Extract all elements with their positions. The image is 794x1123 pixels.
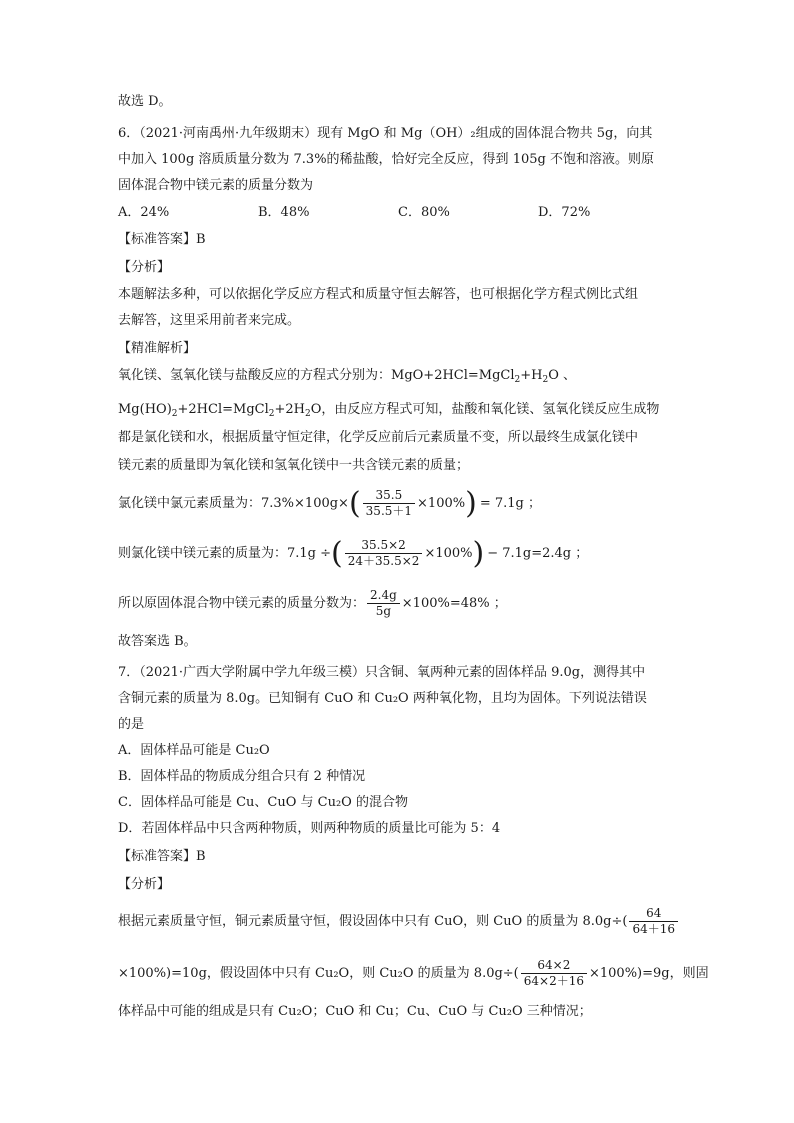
calc-result: − 7.1g=2.4g ； bbox=[487, 545, 589, 561]
fraction bbox=[363, 488, 415, 519]
right-paren: ) bbox=[465, 485, 477, 521]
analysis-text: ×100%)=10g，假设固体中只有 Cu₂O，则 Cu₂O 的质量为 8.0g÷( bbox=[118, 965, 519, 981]
solution-text: 镁元素的质量即为氧化镁和氢氧化镁中一共含镁元素的质量； bbox=[118, 458, 470, 473]
calc-line-3 bbox=[118, 588, 507, 619]
analysis-text: 根据元素质量守恒，铜元素质量守恒，假设固体中只有 CuO，则 CuO 的质量为 8.0g÷( bbox=[118, 913, 628, 929]
subscript: 2 bbox=[268, 409, 275, 419]
subscript: 2 bbox=[514, 375, 521, 385]
question-7-stem: 的是 bbox=[118, 717, 145, 732]
calc-text: 所以原固体混合物中镁元素的质量分数为： bbox=[118, 595, 366, 611]
denominator: 5g bbox=[375, 604, 392, 618]
denominator: 64×2＋16 bbox=[523, 974, 584, 988]
equation-part: O 、 bbox=[548, 368, 577, 383]
numerator: 35.5 bbox=[363, 488, 415, 504]
equation-mgoh2: Mg(HO) bbox=[118, 402, 172, 417]
text-line: 故选 D。 bbox=[118, 94, 172, 109]
fraction bbox=[345, 538, 423, 569]
calc-line-1 bbox=[118, 485, 541, 521]
calc-text: 氯化镁中氯元素质量为：7.3%×100g× bbox=[118, 495, 349, 511]
denominator: 64＋16 bbox=[632, 922, 675, 936]
equation-part: +H bbox=[520, 368, 543, 383]
denominator: 35.5＋1 bbox=[365, 504, 413, 518]
conclusion-text: 故答案选 B。 bbox=[118, 634, 197, 649]
equation-text: ，由反应方程式可知，盐酸和氧化镁、氢氧化镁反应生成物 bbox=[321, 402, 660, 417]
subscript: 2 bbox=[305, 409, 311, 419]
option-c: C．固体样品可能是 Cu、CuO 与 Cu₂O 的混合物 bbox=[118, 795, 408, 810]
calc-text: ×100% bbox=[424, 545, 473, 561]
analysis-math-line bbox=[118, 906, 680, 937]
option-b: B．固体样品的物质成分组合只有 2 种情况 bbox=[118, 769, 366, 784]
numerator: 35.5×2 bbox=[345, 538, 423, 554]
equation-intro: 氧化镁、氢氧化镁与盐酸反应的方程式分别为： bbox=[118, 368, 392, 383]
option-d: D．72% bbox=[538, 205, 591, 220]
question-7-stem: 7．（2021·广西大学附属中学九年级三模）只含铜、氧两种元素的固体样品 9.0g，测得其中 bbox=[118, 665, 646, 680]
equation-part: +2H bbox=[274, 402, 306, 417]
numerator: 2.4g bbox=[367, 588, 400, 604]
left-paren: ( bbox=[348, 485, 361, 521]
calc-text: ×100% bbox=[417, 495, 466, 511]
equation-part: +2HCl=MgCl bbox=[177, 402, 269, 417]
subscript: 2 bbox=[542, 375, 549, 385]
question-6-stem: 固体混合物中镁元素的质量分数为 bbox=[118, 178, 314, 193]
fraction bbox=[367, 588, 400, 619]
equation-mgo: MgO+2HCl=MgCl bbox=[391, 368, 515, 383]
calc-line-2 bbox=[118, 535, 589, 571]
analysis-text: 本题解法多种，可以依据化学反应方程式和质量守恒去解答，也可根据化学方程式例比式组 bbox=[118, 287, 639, 302]
option-a: A．24% bbox=[118, 205, 170, 220]
calc-result: ×100%=48% ； bbox=[401, 595, 507, 611]
answer-label: 【标准答案】B bbox=[118, 849, 206, 864]
denominator: 24＋35.5×2 bbox=[347, 554, 420, 568]
calc-text: 则氯化镁中镁元素的质量为：7.1g ÷ bbox=[118, 545, 332, 561]
option-b: B．48% bbox=[258, 205, 310, 220]
numerator: 64×2 bbox=[521, 958, 587, 974]
question-6-stem: 中加入 100g 溶质质量分数为 7.3%的稀盐酸，恰好完全反应，得到 105g 不饱和溶液。则原 bbox=[118, 152, 654, 167]
question-6-stem: 6．（2021·河南禹州·九年级期末）现有 MgO 和 Mg（OH）₂组成的固体混合物共 5g，向其 bbox=[118, 126, 653, 141]
equation-part: O bbox=[310, 402, 322, 417]
analysis-text: 体样品中可能的组成是只有 Cu₂O；CuO 和 Cu；Cu、CuO 与 Cu₂O 三种情况； bbox=[118, 1004, 592, 1019]
solution-heading: 【精准解析】 bbox=[118, 341, 197, 356]
numerator: 64 bbox=[629, 906, 678, 922]
fraction bbox=[629, 906, 678, 937]
analysis-heading: 【分析】 bbox=[118, 877, 171, 892]
subscript: 2 bbox=[171, 409, 178, 419]
analysis-text: ×100%)=9g，则固 bbox=[589, 965, 709, 981]
calc-result: = 7.1g ； bbox=[479, 495, 541, 511]
analysis-text: 去解答，这里采用前者来完成。 bbox=[118, 313, 301, 328]
left-paren: ( bbox=[331, 535, 343, 571]
option-c: C．80% bbox=[398, 205, 450, 220]
analysis-heading: 【分析】 bbox=[118, 260, 171, 275]
answer-label: 【标准答案】B bbox=[118, 232, 206, 247]
option-a: A．固体样品可能是 Cu₂O bbox=[118, 743, 270, 758]
option-d: D．若固体样品中只含两种物质，则两种物质的质量比可能为 5：4 bbox=[118, 821, 501, 836]
question-7-stem: 含铜元素的质量为 8.0g。已知铜有 CuO 和 Cu₂O 两种氧化物，且均为固体。下列说法错误 bbox=[118, 691, 647, 706]
analysis-math-line bbox=[118, 958, 709, 989]
equation-line bbox=[118, 400, 659, 424]
right-paren: ) bbox=[472, 535, 485, 571]
solution-text: 都是氯化镁和水，根据质量守恒定律，化学反应前后元素质量不变，所以最终生成氯化镁中 bbox=[118, 430, 639, 445]
equation-line bbox=[118, 366, 576, 390]
fraction bbox=[521, 958, 587, 989]
